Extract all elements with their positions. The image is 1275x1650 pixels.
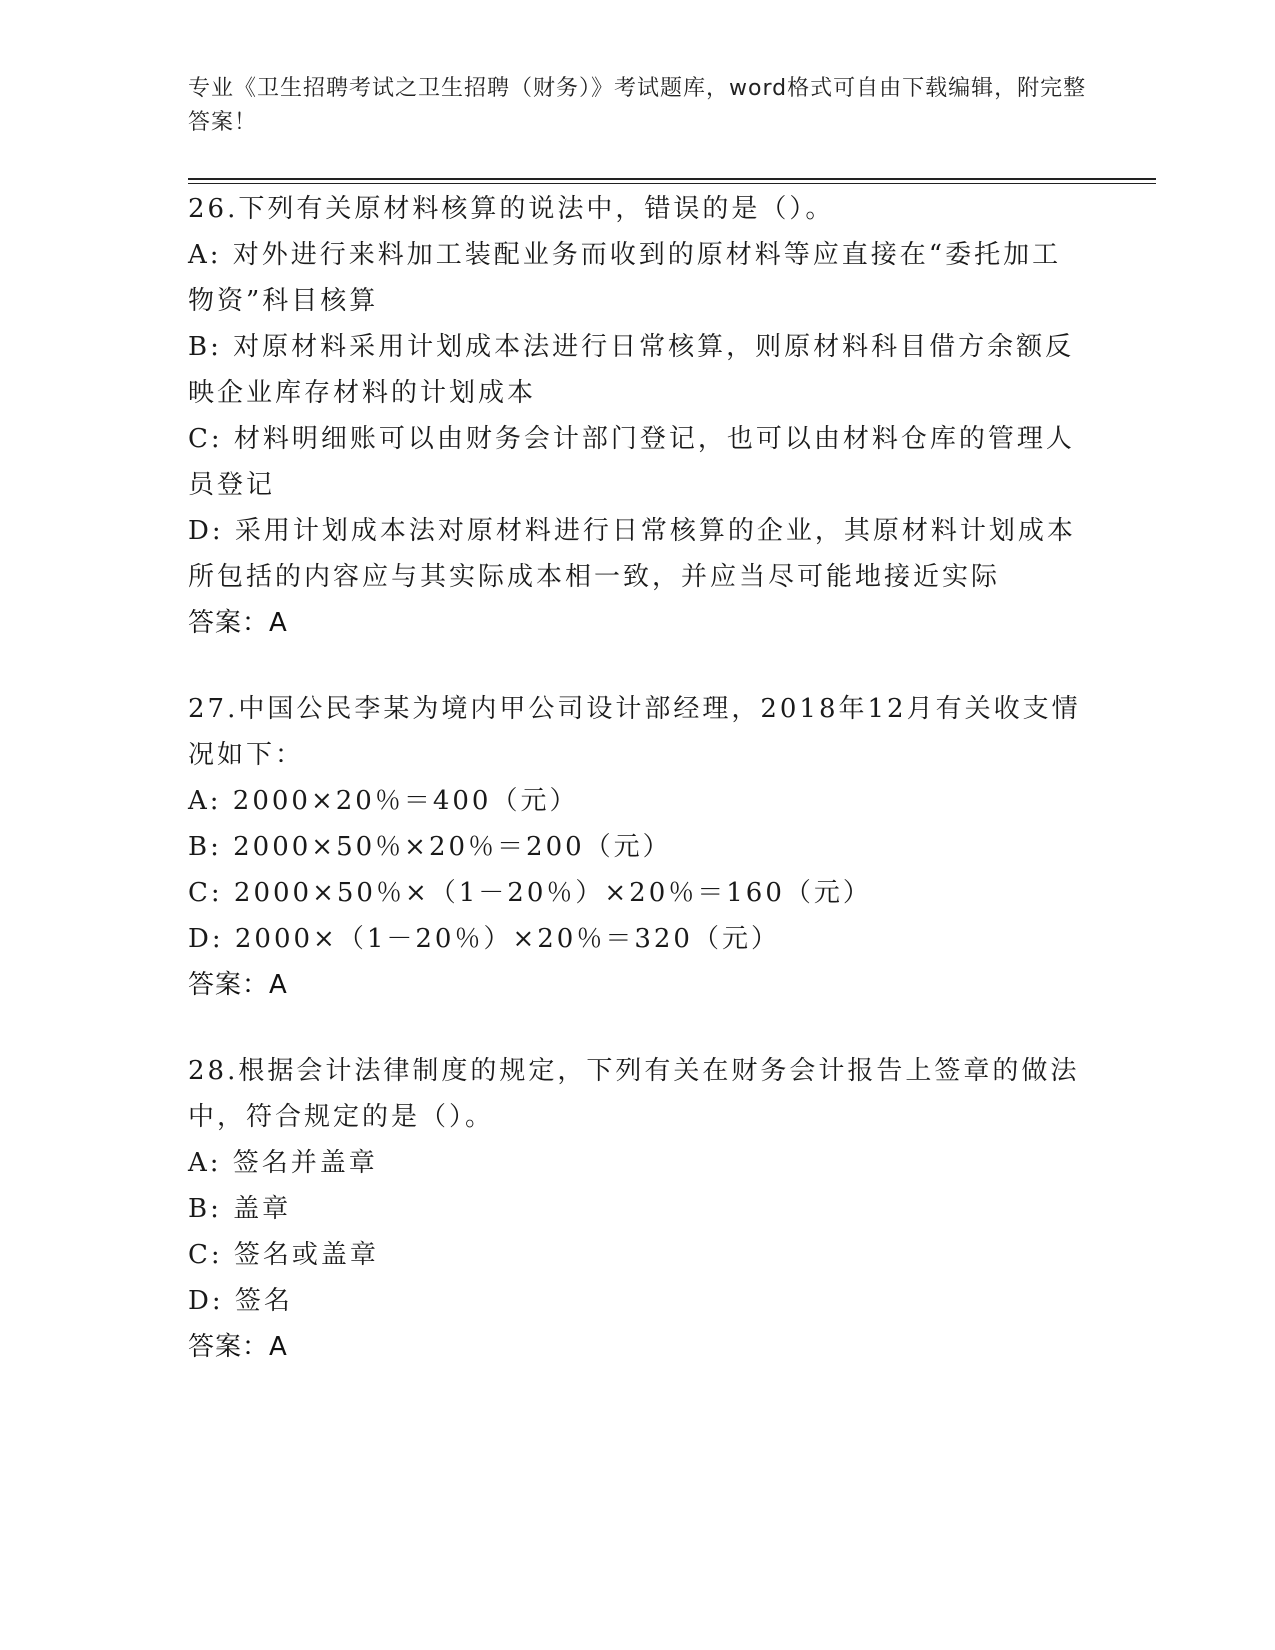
option-c: C: 材料明细账可以由财务会计部门登记，也可以由材料仓库的管理人员登记 xyxy=(188,424,1075,500)
option-b: B: 盖章 xyxy=(188,1194,292,1224)
document-header xyxy=(188,72,1088,140)
header-divider xyxy=(188,178,1156,184)
option-c: C: 2000×50％×（1－20％）×20％＝160（元） xyxy=(188,878,872,908)
answer-line: 答案：A xyxy=(188,970,288,1000)
question-27 xyxy=(188,686,1088,1008)
option-b: B: 2000×50％×20％＝200（元） xyxy=(188,832,672,862)
question-stem: 26.下列有关原材料核算的说法中，错误的是（）。 xyxy=(188,194,835,224)
option-a: A: 签名并盖章 xyxy=(188,1148,378,1178)
question-26 xyxy=(188,186,1088,646)
option-d: D: 签名 xyxy=(188,1286,293,1316)
option-a: A: 2000×20％＝400（元） xyxy=(188,786,579,816)
option-a: A: 对外进行来料加工装配业务而收到的原材料等应直接在“委托加工物资”科目核算 xyxy=(188,240,1062,316)
question-stem: 27.中国公民李某为境内甲公司设计部经理，2018年12月有关收支情况如下： xyxy=(188,694,1081,770)
option-b: B: 对原材料采用计划成本法进行日常核算，则原材料科目借方余额反映企业库存材料的计划成本 xyxy=(188,332,1075,408)
answer-line: 答案：A xyxy=(188,608,288,638)
question-stem: 28.根据会计法律制度的规定，下列有关在财务会计报告上签章的做法中，符合规定的是（）。 xyxy=(188,1056,1080,1132)
option-d: D: 采用计划成本法对原材料进行日常核算的企业，其原材料计划成本所包括的内容应与其实际成本相一致，并应当尽可能地接近实际 xyxy=(188,516,1076,592)
option-d: D: 2000×（1－20％）×20％＝320（元） xyxy=(188,924,780,954)
header-text: 专业《卫生招聘考试之卫生招聘（财务）》考试题库，word格式可自由下载编辑，附完整答案！ xyxy=(188,76,1087,135)
option-c: C: 签名或盖章 xyxy=(188,1240,379,1270)
question-list xyxy=(188,186,1088,1410)
answer-line: 答案：A xyxy=(188,1332,288,1362)
question-28 xyxy=(188,1048,1088,1370)
